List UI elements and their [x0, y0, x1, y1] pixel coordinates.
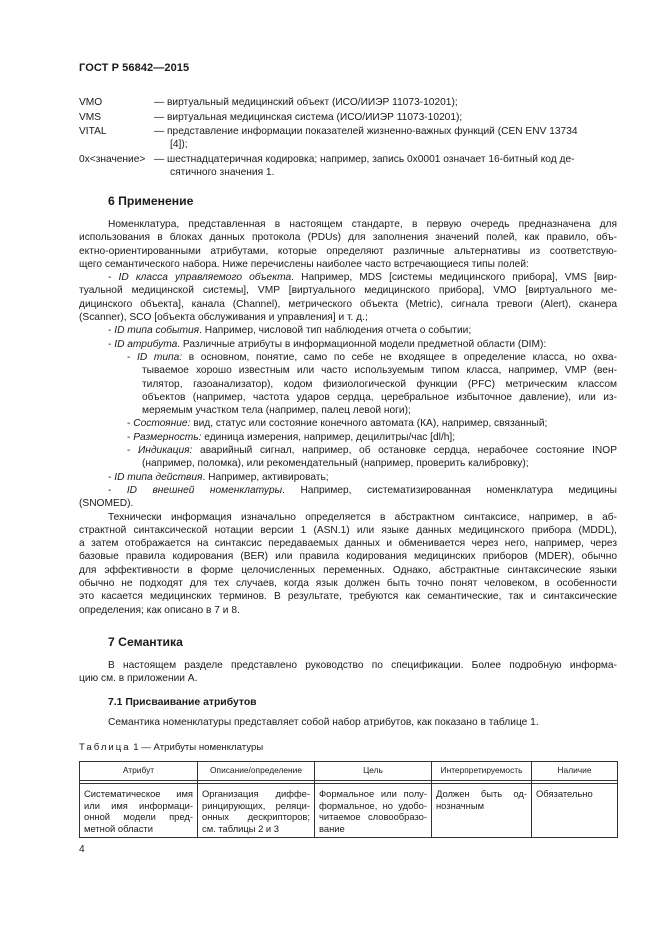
table-cell: Должен быть од-нозначным [432, 784, 532, 838]
abbreviation-definition: — виртуальная медицинская система (ИСО/ИИЭР 11073-10201); [154, 112, 463, 123]
table-row [80, 784, 618, 838]
table-caption: Таблица 1 — Атрибуты номенклатуры [79, 742, 264, 753]
list-item: - ID атрибута. Различные атрибуты в информационной модели предметной области (DIM): [108, 338, 547, 350]
section-6-title: 6 Применение [108, 194, 194, 208]
abbreviation-definition: — шестнадцатеричная кодировка; например, запись 0x0001 означает 16-битный код де- сятичного значения 1. [154, 154, 575, 179]
abbreviation-vmo [79, 96, 619, 109]
table-header-row [80, 762, 618, 781]
table-cell: Систематическое имя или имя информаци-онной модели пред-метной области [80, 784, 198, 838]
section-7-intro: В настоящем разделе представлено руководство по спецификации. Более подробную информа- цию см. в приложении А. [79, 660, 617, 685]
table-cell: Формальное или полу-формальное, но удобо-читаемое словообразо-вание [315, 784, 432, 838]
table-header-cell: Описание/определение [198, 762, 315, 781]
abbreviation-term: VMO [79, 97, 103, 108]
sub-list-item: - Состояние: вид, статус или состояние конечного автомата (КА), например, связанный; [127, 418, 548, 430]
table-header-cell: Наличие [532, 762, 618, 781]
table-cell: Обязательно [532, 784, 618, 838]
page-number: 4 [79, 844, 85, 855]
abbreviation-hex [79, 153, 619, 180]
abbreviation-vms [79, 111, 619, 124]
abbreviation-term: VMS [79, 112, 102, 123]
table-header-cell: Атрибут [80, 762, 198, 781]
subsection-7-1-title: 7.1 Присваивание атрибутов [108, 697, 257, 708]
section-6-body: Номенклатура, представленная в настоящем стандарте, в первую очередь предназначена для использования в блоках данных протокола (PDUs) для заполнения значений полей, как правило, объ- ектно-ориентированными атрибутами, которые определяют различные альтернативы из соответствую- щего семантического набора. Ниже перечислены наиболее часто встречающиеся типы полей: - ID класса управляемого объекта. Например, MDS [системы медицинского прибора], VMS [вир- туальной медицинской системы], VMP [виртуального медицинского прибора], VMO [виртуального ме- дицинского объекта], канала (Channel), метрического объекта (Metric), сигнала тревоги (Alert), сканера (Scanner), SCO [объекта обслуживания и управления] и т. д.; - ID типа события. Например, числовой тип наблюдения отчета о событии; - ID атрибута. Различные атрибуты в информационной модели предметной области (DIM): - ID типа: в основном, понятие, само по себе не входящее в определение класса, но охва- тываемое хорошо известным или часто используемым типом класса, например, VMP (вен- тилятор, газоанализатор), кодом физиологической функции (PFC) метрическим классом объектов (например, частота ударов сердца, церебральное избыточное давление), или из- меряемым участком тела (например, палец левой ноги); - Состояние: вид, статус или состояние конечного автомата (КА), например, связанный; - Размерность: единица измерения, например, децилитры/час [dl/h]; - Индикация: аварийный сигнал, например, об остановке сердца, нерабочее состояние INOP (например, поломка), или рекомендательный (например, проверить калибровку); - ID типа действия. Например, активировать; - ID внешней номенклатуры. Например, систематизированная номенклатура медицины (SNOMED). Технически информация изначально определяется в абстрактном синтаксисе, например, в аб- страктной синтаксической нотации версии 1 (ASN.1) или языке данных медицинского прибора (MDDL), а затем отображается на синтаксис передаваемых данных и обменивается через него, например, через базовые правила кодирования (BER) или правила кодирования медицинских приборов (MDER), обычно для эффективности в форме целочисленных переменных. Однако, абстрактные синтаксические языки обычно не подходят для тех случаев, когда язык должен быть точно понят человеком, в особенности это касается медицинских терминов. В результате, требуются как семантические, так и синтаксические определения; как описано в 7 и 8. [79, 219, 618, 616]
sub-list-item: - Размерность: единица измерения, например, децилитры/час [dl/h]; [127, 431, 456, 443]
list-item: - ID внешней номенклатуры. Например, систематизированная номенклатура медицины [108, 484, 617, 496]
subsection-7-1-text: Семантика номенклатуры представляет собой набор атрибутов, как показано в таблице 1. [108, 717, 539, 728]
section-7-title: 7 Семантика [108, 635, 183, 649]
list-item: - ID класса управляемого объекта. Например, MDS [системы медицинского прибора], VMS [вир- [108, 272, 617, 284]
table-cell: Организация диффе-ринцирующих, реляци-онных дескрипторов; см. таблицы 2 и 3 [198, 784, 315, 838]
standard-header: ГОСТ Р 56842—2015 [79, 62, 190, 74]
abbreviation-term: VITAL [79, 126, 107, 137]
abbreviation-term: 0x<значение> [79, 154, 146, 165]
table-header-cell: Цель [315, 762, 432, 781]
abbreviation-vital [79, 125, 619, 152]
list-item: - ID типа события. Например, числовой тип наблюдения отчета о событии; [108, 325, 472, 337]
abbreviation-definition: — виртуальный медицинский объект (ИСО/ИИЭР 11073-10201); [154, 97, 458, 108]
table-header-cell: Интерпретируемость [432, 762, 532, 781]
list-item: - ID типа действия. Например, активировать; [108, 471, 329, 483]
attributes-table [79, 761, 618, 838]
abbreviation-definition: — представление информации показателей жизненно-важных функций (CEN ENV 13734 [4]); [154, 126, 578, 151]
sub-list-item: - Индикация: аварийный сигнал, например, об остановке сердца, нерабочее состояние INOP [127, 445, 618, 457]
sub-list-item: - ID типа: в основном, понятие, само по себе не входящее в определение класса, но охва- [127, 351, 617, 363]
